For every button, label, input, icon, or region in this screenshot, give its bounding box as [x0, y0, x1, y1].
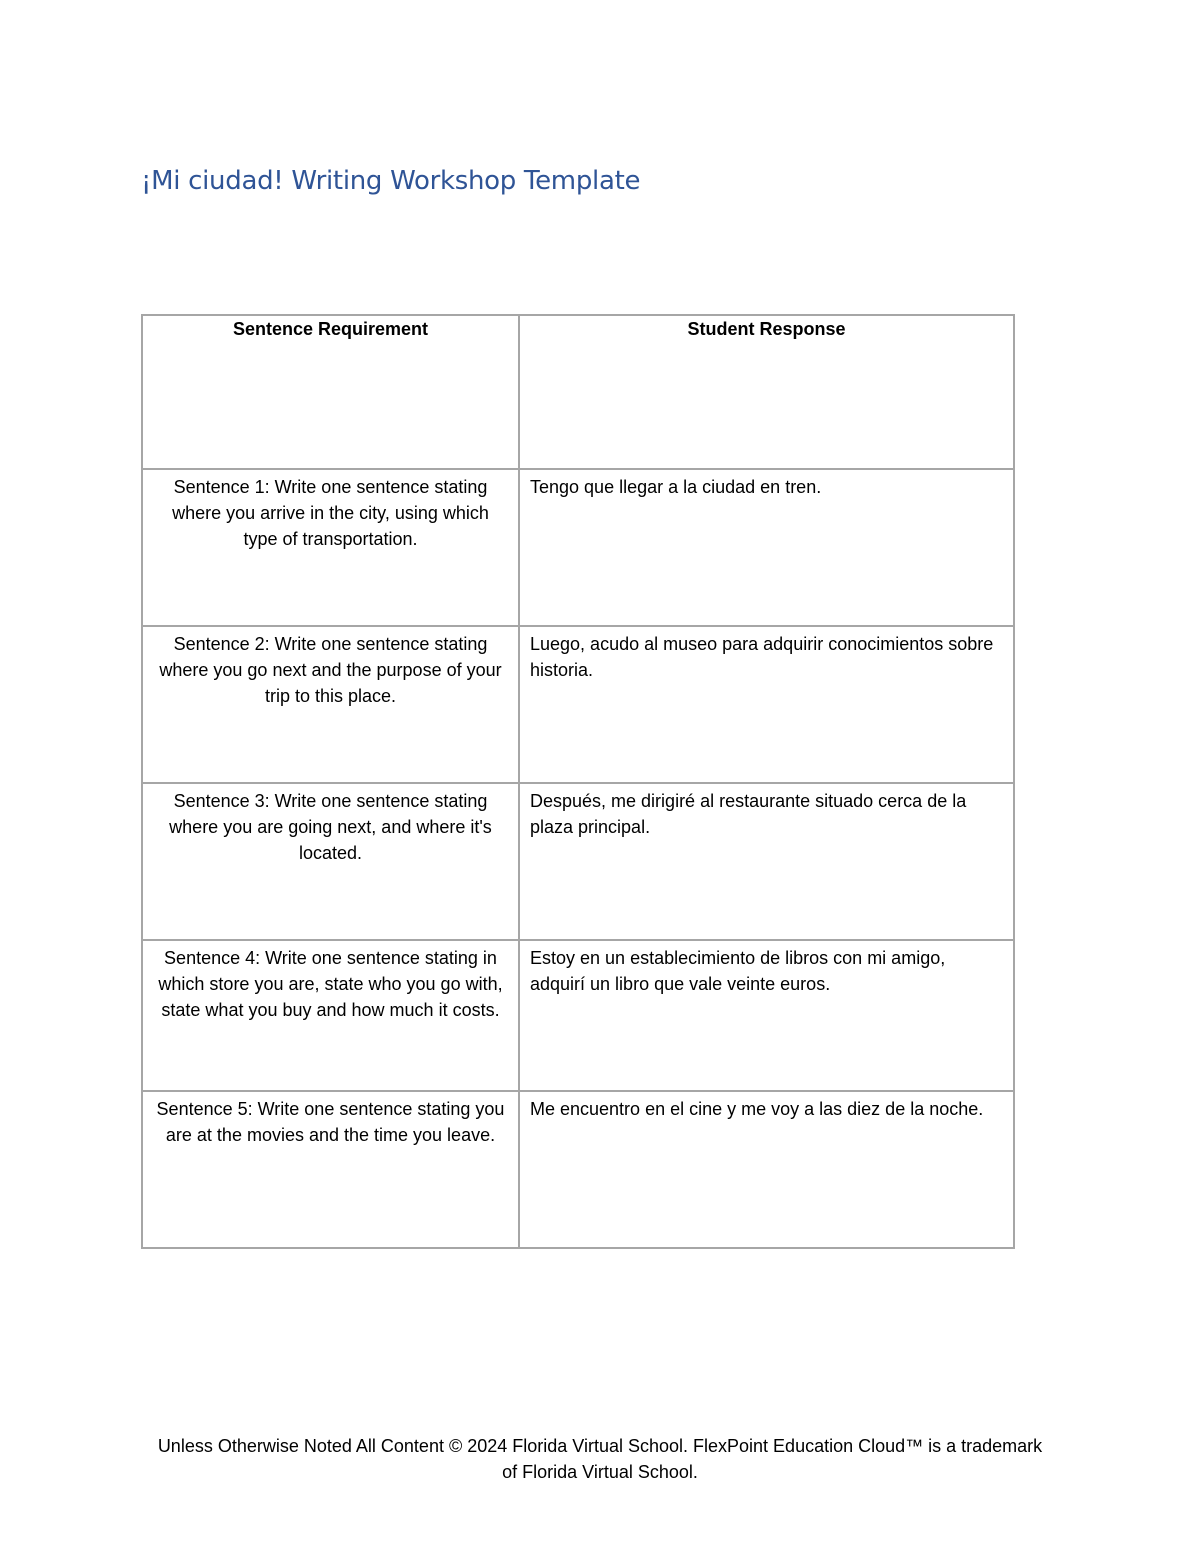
student-response-cell: Tengo que llegar a la ciudad en tren.: [519, 469, 1014, 626]
table-row: [142, 940, 1014, 1091]
table-row: [142, 626, 1014, 783]
column-header-response: Student Response: [519, 315, 1014, 469]
student-response-cell: Luego, acudo al museo para adquirir conocimientos sobre historia.: [519, 626, 1014, 783]
copyright-footer: Unless Otherwise Noted All Content © 2024 Florida Virtual School. FlexPoint Education Cloud™ is a trademark of Florida Virtual School.: [157, 1436, 1043, 1482]
table-row: [142, 1091, 1014, 1248]
sentence-requirement-cell: Sentence 3: Write one sentence stating where you are going next, and where it's located.: [142, 783, 519, 940]
column-header-requirement: Sentence Requirement: [142, 315, 519, 469]
writing-workshop-table: [141, 314, 1015, 1249]
sentence-requirement-cell: Sentence 1: Write one sentence stating where you arrive in the city, using which type of transportation.: [142, 469, 519, 626]
document-title: ¡Mi ciudad! Writing Workshop Template: [141, 166, 641, 196]
table-row: [142, 783, 1014, 940]
table-row: [142, 469, 1014, 626]
student-response-cell: Después, me dirigiré al restaurante situado cerca de la plaza principal.: [519, 783, 1014, 940]
sentence-requirement-cell: Sentence 4: Write one sentence stating in which store you are, state who you go with, state what you buy and how much it costs.: [142, 940, 519, 1091]
student-response-cell: Estoy en un establecimiento de libros con mi amigo, adquirí un libro que vale veinte euros.: [519, 940, 1014, 1091]
sentence-requirement-cell: Sentence 2: Write one sentence stating where you go next and the purpose of your trip to this place.: [142, 626, 519, 783]
table-header-row: [142, 315, 1014, 469]
sentence-requirement-cell: Sentence 5: Write one sentence stating you are at the movies and the time you leave.: [142, 1091, 519, 1248]
student-response-cell: Me encuentro en el cine y me voy a las diez de la noche.: [519, 1091, 1014, 1248]
